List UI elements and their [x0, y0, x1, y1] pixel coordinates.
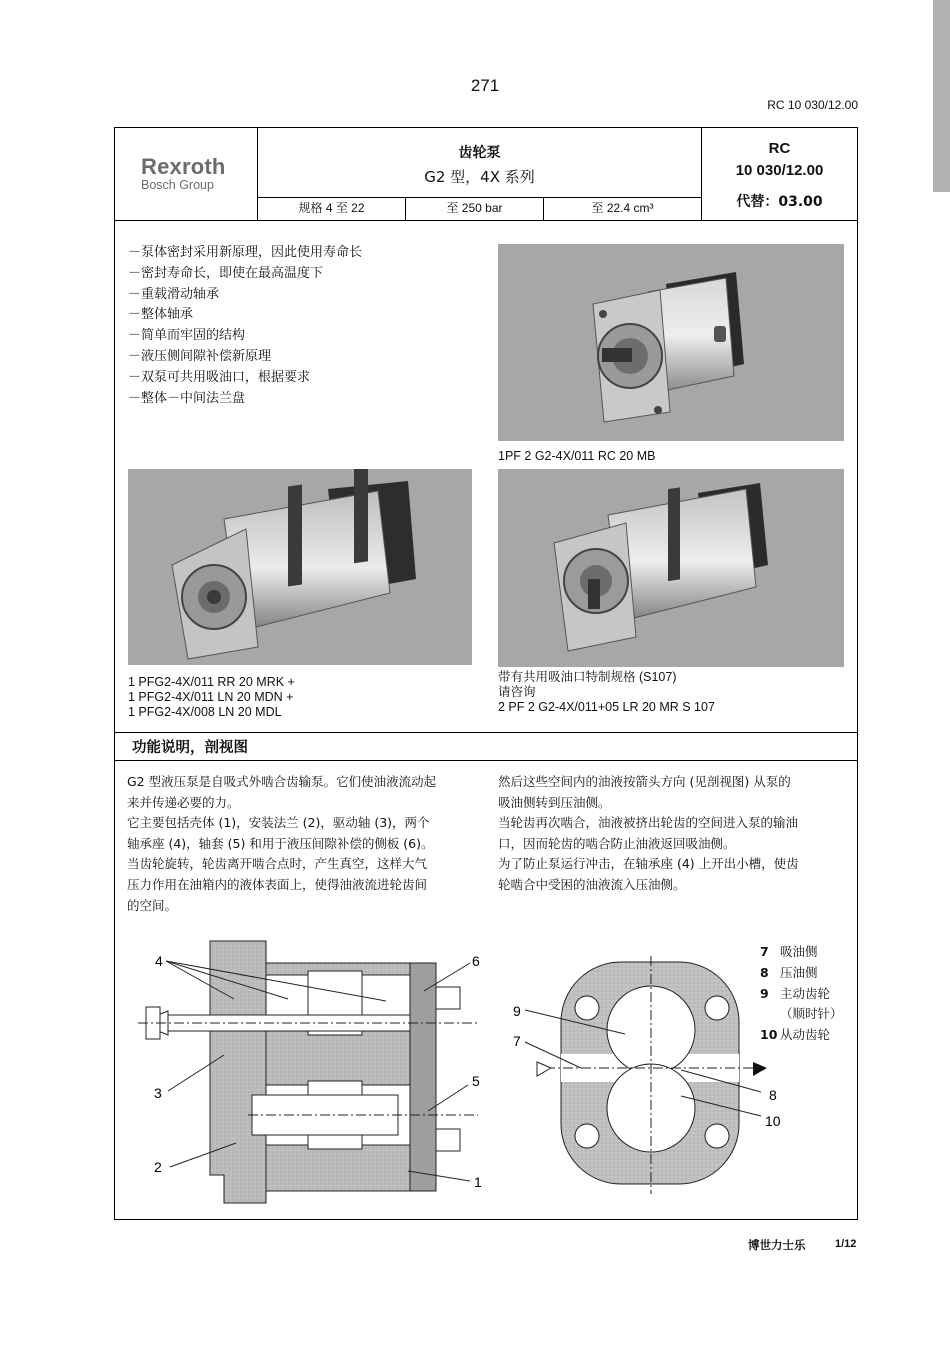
page-tab-marker — [933, 0, 950, 192]
legend-item: 10 从动齿轮 — [760, 1027, 831, 1043]
diagram-label: 1 — [474, 1174, 482, 1190]
spec-volume: 至 22.4 cm³ — [591, 201, 654, 215]
feature-item: －整体轴承 — [128, 307, 194, 323]
paragraph-line: 的空间。 — [127, 897, 178, 913]
diagram-label: 4 — [155, 953, 163, 969]
brand-subtitle: Bosch Group — [141, 178, 214, 192]
feature-item: －重载滑动轴承 — [128, 286, 220, 302]
diagram-label: 7 — [513, 1033, 521, 1049]
rc-label: RC — [768, 140, 791, 157]
feature-item: －液压侧间隙补偿新原理 — [128, 348, 272, 364]
brand-logo: Rexroth — [141, 154, 226, 179]
caption-line: 带有共用吸油口特制规格 (S107) — [498, 670, 677, 684]
photo-caption: 1PF 2 G2-4X/011 RC 20 MB — [498, 449, 656, 463]
diagram-label: 3 — [154, 1085, 162, 1101]
photo-caption — [498, 670, 715, 715]
pump-photo-triple — [128, 469, 472, 665]
section-top-rule — [114, 732, 858, 733]
section-title: 功能说明，剖视图 — [132, 740, 248, 756]
document-reference: RC 10 030/12.00 — [767, 98, 858, 112]
page-number: 271 — [470, 76, 500, 95]
paragraph-line: 轴承座 (4)，轴套 (5) 和用于液压间隙补偿的侧板 (6)。 — [127, 835, 434, 851]
diagram-label: 10 — [765, 1113, 781, 1129]
caption-line: 2 PF 2 G2-4X/011+05 LR 20 MR S 107 — [498, 700, 715, 714]
diagram-label: 2 — [154, 1159, 162, 1175]
paragraph-line: 压力作用在油箱内的液体表面上，使得油液流进轮齿间 — [127, 876, 428, 892]
document-subtitle: G2 型，4X 系列 — [424, 168, 535, 186]
paragraph-line: 口，因而轮齿的啮合防止油液返回吸油侧。 — [498, 835, 736, 851]
pump-photo-single — [498, 244, 844, 441]
paragraph-line: 它主要包括壳体 (1)，安装法兰 (2)，驱动轴 (3)，两个 — [127, 815, 430, 831]
paragraph-line: 当齿轮旋转，轮齿离开啮合点时，产生真空，这样大气 — [127, 856, 428, 872]
paragraph-line: 吸油侧转到压油侧。 — [498, 794, 611, 810]
spec-pressure: 至 250 bar — [446, 201, 503, 215]
section-bottom-rule — [114, 760, 858, 761]
caption-line: 1 PFG2-4X/011 LN 20 MDN + — [128, 690, 294, 704]
paragraph-line: 来并传递必要的力。 — [127, 794, 240, 810]
spec-size: 规格 4 至 22 — [298, 201, 365, 215]
diagram-label: 6 — [472, 953, 480, 969]
paragraph-line: 轮啮合中受困的油液流入压油侧。 — [498, 876, 686, 892]
cross-section-diagram — [505, 950, 795, 1200]
paragraph-line: 为了防止泵运行冲击，在轴承座 (4) 上开出小槽，使齿 — [498, 856, 799, 872]
footer-page-number: 1/12 — [835, 1238, 857, 1250]
caption-line: 1 PFG2-4X/008 LN 20 MDL — [128, 705, 282, 719]
paragraph-line: 然后这些空间内的油液按箭头方向 (见剖视图) 从泵的 — [498, 774, 791, 789]
feature-item: －密封寿命长，即使在最高温度下 — [128, 265, 324, 281]
diagram-legend — [760, 942, 843, 1046]
feature-item: －泵体密封采用新原理，因此使用寿命长 — [128, 245, 363, 260]
feature-item: －双泵可共用吸油口，根据要求 — [128, 369, 311, 385]
feature-item: －整体－中间法兰盘 — [128, 390, 246, 406]
description-left — [127, 772, 482, 916]
replaces-edition: 代替：03.00 — [736, 194, 823, 210]
paragraph-line: 当轮齿再次啮合，油液被挤出轮齿的空间进入泵的输油 — [498, 815, 799, 831]
legend-item: （顺时针） — [780, 1006, 843, 1022]
diagram-label: 5 — [472, 1073, 480, 1089]
diagram-label: 8 — [769, 1087, 777, 1103]
feature-list — [128, 243, 362, 409]
paragraph-line: G2 型液压泵是自吸式外啮合齿输泵。它们使油液流动起 — [127, 774, 437, 789]
footer-brand: 博世力士乐 — [748, 1238, 806, 1252]
longitudinal-section-diagram — [128, 935, 498, 1210]
rc-number: 10 030/12.00 — [735, 162, 824, 179]
document-title: 齿轮泵 — [458, 145, 501, 161]
photo-caption — [128, 675, 295, 720]
description-right — [498, 772, 854, 896]
caption-line: 1 PFG2-4X/011 RR 20 MRK + — [128, 675, 295, 689]
pump-photo-double — [498, 469, 844, 667]
legend-item: 7 吸油侧 — [760, 944, 818, 959]
spec-row-divider — [257, 197, 701, 198]
caption-line: 请咨询 — [498, 685, 536, 699]
header-bottom-rule — [114, 220, 858, 221]
legend-item: 8 压油侧 — [760, 964, 818, 980]
feature-item: －简单而牢固的结构 — [128, 328, 246, 344]
diagram-label: 9 — [513, 1003, 521, 1019]
legend-item: 9 主动齿轮 — [760, 985, 831, 1001]
